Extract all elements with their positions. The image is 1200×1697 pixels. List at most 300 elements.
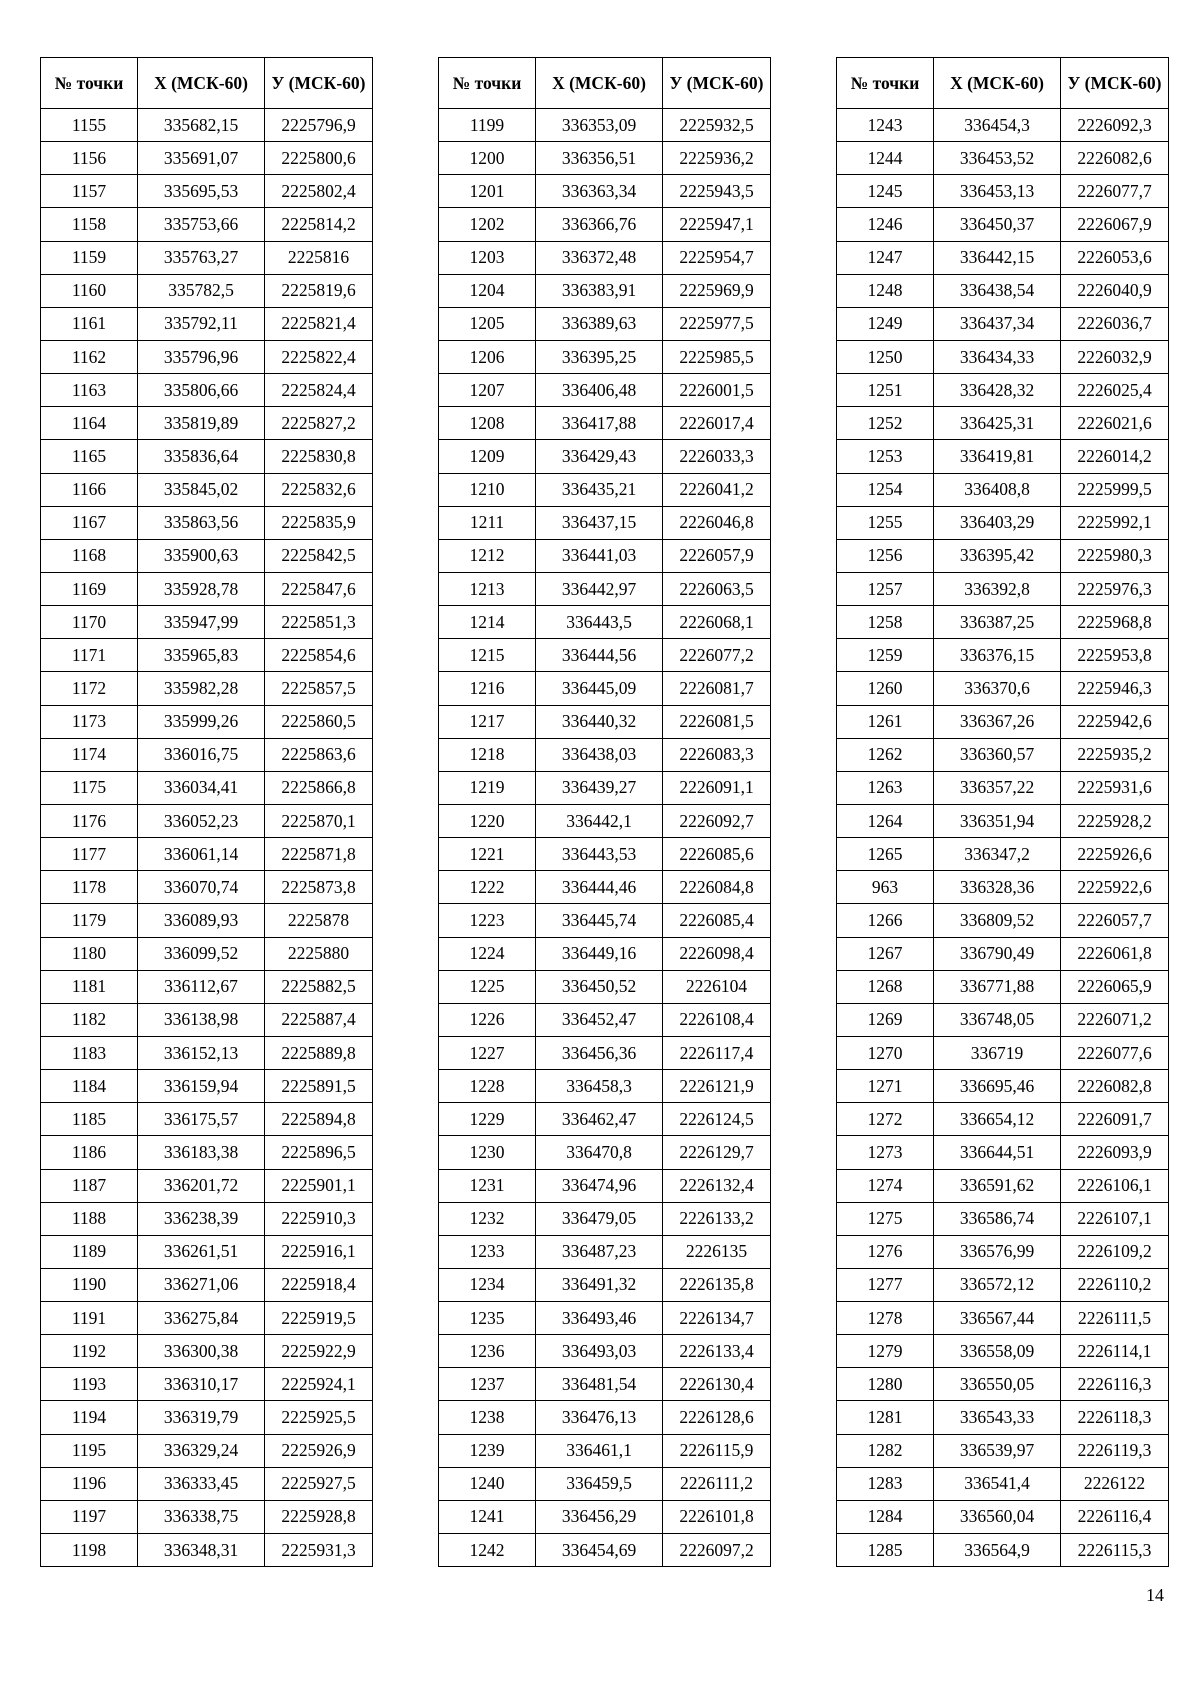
x-coordinate-cell: 336201,72 <box>138 1169 265 1202</box>
y-coordinate-cell: 2225819,6 <box>265 274 373 307</box>
x-coordinate-cell: 336389,63 <box>536 307 663 340</box>
point-number-cell: 1285 <box>837 1534 934 1567</box>
y-coordinate-cell: 2225880 <box>265 937 373 970</box>
point-number-cell: 1196 <box>41 1467 138 1500</box>
y-coordinate-cell: 2225968,8 <box>1061 606 1169 639</box>
point-number-cell: 1277 <box>837 1268 934 1301</box>
table-row <box>41 109 373 142</box>
x-coordinate-cell: 335792,11 <box>138 307 265 340</box>
x-coordinate-cell: 336539,97 <box>934 1434 1061 1467</box>
x-coordinate-cell: 336070,74 <box>138 871 265 904</box>
header-y: У (МСК-60) <box>1061 58 1169 109</box>
point-number-cell: 1225 <box>439 970 536 1003</box>
x-coordinate-cell: 335999,26 <box>138 705 265 738</box>
point-number-cell: 1246 <box>837 208 934 241</box>
y-coordinate-cell: 2225891,5 <box>265 1070 373 1103</box>
y-coordinate-cell: 2225936,2 <box>663 142 771 175</box>
x-coordinate-cell: 336052,23 <box>138 804 265 837</box>
table-row <box>439 871 771 904</box>
point-number-cell: 1251 <box>837 374 934 407</box>
x-coordinate-cell: 336367,26 <box>934 705 1061 738</box>
y-coordinate-cell: 2226135 <box>663 1235 771 1268</box>
table-row <box>837 1268 1169 1301</box>
point-number-cell: 1260 <box>837 672 934 705</box>
point-number-cell: 1160 <box>41 274 138 307</box>
y-coordinate-cell: 2225932,5 <box>663 109 771 142</box>
table-row <box>41 1368 373 1401</box>
y-coordinate-cell: 2226091,1 <box>663 771 771 804</box>
table-row <box>439 1335 771 1368</box>
x-coordinate-cell: 336434,33 <box>934 340 1061 373</box>
point-number-cell: 1159 <box>41 241 138 274</box>
point-number-cell: 1269 <box>837 1003 934 1036</box>
x-coordinate-cell: 336564,9 <box>934 1534 1061 1567</box>
y-coordinate-cell: 2225922,6 <box>1061 871 1169 904</box>
x-coordinate-cell: 336159,94 <box>138 1070 265 1103</box>
point-number-cell: 1163 <box>41 374 138 407</box>
y-coordinate-cell: 2226114,1 <box>1061 1335 1169 1368</box>
x-coordinate-cell: 336016,75 <box>138 738 265 771</box>
point-number-cell: 1184 <box>41 1070 138 1103</box>
table-row <box>41 1103 373 1136</box>
point-number-cell: 1177 <box>41 838 138 871</box>
y-coordinate-cell: 2225999,5 <box>1061 473 1169 506</box>
y-coordinate-cell: 2226117,4 <box>663 1036 771 1069</box>
x-coordinate-cell: 336435,21 <box>536 473 663 506</box>
y-coordinate-cell: 2226036,7 <box>1061 307 1169 340</box>
table-row <box>41 142 373 175</box>
point-number-cell: 1242 <box>439 1534 536 1567</box>
x-coordinate-cell: 336456,36 <box>536 1036 663 1069</box>
x-coordinate-cell: 336437,34 <box>934 307 1061 340</box>
y-coordinate-cell: 2225835,9 <box>265 506 373 539</box>
table-row <box>439 1136 771 1169</box>
table-row <box>439 307 771 340</box>
y-coordinate-cell: 2226129,7 <box>663 1136 771 1169</box>
y-coordinate-cell: 2225947,1 <box>663 208 771 241</box>
point-number-cell: 1172 <box>41 672 138 705</box>
x-coordinate-cell: 336328,36 <box>934 871 1061 904</box>
y-coordinate-cell: 2225916,1 <box>265 1235 373 1268</box>
point-number-cell: 1175 <box>41 771 138 804</box>
x-coordinate-cell: 336458,3 <box>536 1070 663 1103</box>
point-number-cell: 1239 <box>439 1434 536 1467</box>
table-row <box>41 1036 373 1069</box>
table-row <box>41 374 373 407</box>
y-coordinate-cell: 2226130,4 <box>663 1368 771 1401</box>
point-number-cell: 1273 <box>837 1136 934 1169</box>
table-row <box>837 1401 1169 1434</box>
point-number-cell: 1193 <box>41 1368 138 1401</box>
y-coordinate-cell: 2226057,9 <box>663 539 771 572</box>
table-row <box>837 639 1169 672</box>
x-coordinate-cell: 336644,51 <box>934 1136 1061 1169</box>
table-row <box>41 1235 373 1268</box>
table-row <box>439 804 771 837</box>
table-row <box>837 1202 1169 1235</box>
table-row <box>837 1070 1169 1103</box>
table-row <box>41 1467 373 1500</box>
y-coordinate-cell: 2226032,9 <box>1061 340 1169 373</box>
y-coordinate-cell: 2226097,2 <box>663 1534 771 1567</box>
point-number-cell: 1241 <box>439 1500 536 1533</box>
y-coordinate-cell: 2225942,6 <box>1061 705 1169 738</box>
table-row <box>439 1302 771 1335</box>
table-row <box>439 1401 771 1434</box>
table-row <box>439 1268 771 1301</box>
table-row <box>41 307 373 340</box>
x-coordinate-cell: 336470,8 <box>536 1136 663 1169</box>
table-row <box>439 208 771 241</box>
table-row <box>439 1368 771 1401</box>
x-coordinate-cell: 336695,46 <box>934 1070 1061 1103</box>
page-number: 14 <box>1146 1585 1164 1605</box>
table-row <box>41 705 373 738</box>
y-coordinate-cell: 2226134,7 <box>663 1302 771 1335</box>
y-coordinate-cell: 2226109,2 <box>1061 1235 1169 1268</box>
y-coordinate-cell: 2225954,7 <box>663 241 771 274</box>
point-number-cell: 1276 <box>837 1235 934 1268</box>
table-row <box>41 771 373 804</box>
x-coordinate-cell: 335982,28 <box>138 672 265 705</box>
x-coordinate-cell: 336408,8 <box>934 473 1061 506</box>
y-coordinate-cell: 2225842,5 <box>265 539 373 572</box>
point-number-cell: 1186 <box>41 1136 138 1169</box>
x-coordinate-cell: 336089,93 <box>138 904 265 937</box>
point-number-cell: 1219 <box>439 771 536 804</box>
x-coordinate-cell: 336459,5 <box>536 1467 663 1500</box>
y-coordinate-cell: 2225926,9 <box>265 1434 373 1467</box>
y-coordinate-cell: 2226067,9 <box>1061 208 1169 241</box>
point-number-cell: 1223 <box>439 904 536 937</box>
point-number-cell: 1195 <box>41 1434 138 1467</box>
x-coordinate-cell: 335900,63 <box>138 539 265 572</box>
y-coordinate-cell: 2226124,5 <box>663 1103 771 1136</box>
x-coordinate-cell: 336441,03 <box>536 539 663 572</box>
point-number-cell: 1185 <box>41 1103 138 1136</box>
point-number-cell: 1226 <box>439 1003 536 1036</box>
table-row <box>41 1302 373 1335</box>
table-row <box>41 871 373 904</box>
table-row <box>439 1202 771 1235</box>
table-row <box>41 606 373 639</box>
table-row <box>837 109 1169 142</box>
x-coordinate-cell: 336425,31 <box>934 407 1061 440</box>
point-number-cell: 1259 <box>837 639 934 672</box>
x-coordinate-cell: 336261,51 <box>138 1235 265 1268</box>
point-number-cell: 1220 <box>439 804 536 837</box>
table-row <box>41 1136 373 1169</box>
table-row <box>837 241 1169 274</box>
table-row <box>837 208 1169 241</box>
x-coordinate-cell: 336360,57 <box>934 738 1061 771</box>
x-coordinate-cell: 336061,14 <box>138 838 265 871</box>
table-row <box>41 738 373 771</box>
x-coordinate-cell: 336481,54 <box>536 1368 663 1401</box>
point-number-cell: 1194 <box>41 1401 138 1434</box>
x-coordinate-cell: 336429,43 <box>536 440 663 473</box>
table-row <box>41 1500 373 1533</box>
table-row <box>439 738 771 771</box>
point-number-cell: 1253 <box>837 440 934 473</box>
point-number-cell: 1180 <box>41 937 138 970</box>
x-coordinate-cell: 336474,96 <box>536 1169 663 1202</box>
x-coordinate-cell: 335836,64 <box>138 440 265 473</box>
coordinates-table-2 <box>438 57 771 1567</box>
y-coordinate-cell: 2226041,2 <box>663 473 771 506</box>
point-number-cell: 1231 <box>439 1169 536 1202</box>
table-row <box>41 274 373 307</box>
x-coordinate-cell: 336444,46 <box>536 871 663 904</box>
y-coordinate-cell: 2226077,7 <box>1061 175 1169 208</box>
point-number-cell: 1173 <box>41 705 138 738</box>
table-row <box>439 970 771 1003</box>
point-number-cell: 1278 <box>837 1302 934 1335</box>
y-coordinate-cell: 2225860,5 <box>265 705 373 738</box>
table-row <box>41 473 373 506</box>
y-coordinate-cell: 2226021,6 <box>1061 407 1169 440</box>
x-coordinate-cell: 336456,29 <box>536 1500 663 1533</box>
point-number-cell: 1254 <box>837 473 934 506</box>
x-coordinate-cell: 336654,12 <box>934 1103 1061 1136</box>
table-row <box>439 109 771 142</box>
x-coordinate-cell: 336372,48 <box>536 241 663 274</box>
y-coordinate-cell: 2226092,7 <box>663 804 771 837</box>
y-coordinate-cell: 2225802,4 <box>265 175 373 208</box>
table-row <box>837 838 1169 871</box>
table-row <box>837 440 1169 473</box>
point-number-cell: 1261 <box>837 705 934 738</box>
table-row <box>439 374 771 407</box>
y-coordinate-cell: 2226081,5 <box>663 705 771 738</box>
y-coordinate-cell: 2226128,6 <box>663 1401 771 1434</box>
y-coordinate-cell: 2225977,5 <box>663 307 771 340</box>
x-coordinate-cell: 336387,25 <box>934 606 1061 639</box>
point-number-cell: 1284 <box>837 1500 934 1533</box>
x-coordinate-cell: 335782,5 <box>138 274 265 307</box>
y-coordinate-cell: 2225946,3 <box>1061 672 1169 705</box>
x-coordinate-cell: 336576,99 <box>934 1235 1061 1268</box>
point-number-cell: 1282 <box>837 1434 934 1467</box>
point-number-cell: 1257 <box>837 572 934 605</box>
table-row <box>837 1534 1169 1567</box>
x-coordinate-cell: 335682,15 <box>138 109 265 142</box>
x-coordinate-cell: 336152,13 <box>138 1036 265 1069</box>
x-coordinate-cell: 336357,22 <box>934 771 1061 804</box>
table-row <box>41 838 373 871</box>
point-number-cell: 1168 <box>41 539 138 572</box>
point-number-cell: 1178 <box>41 871 138 904</box>
coordinates-table-3 <box>836 57 1169 1567</box>
point-number-cell: 1156 <box>41 142 138 175</box>
point-number-cell: 1198 <box>41 1534 138 1567</box>
table-row <box>439 1434 771 1467</box>
x-coordinate-cell: 336329,24 <box>138 1434 265 1467</box>
table-row <box>837 1169 1169 1202</box>
x-coordinate-cell: 336392,8 <box>934 572 1061 605</box>
point-number-cell: 1234 <box>439 1268 536 1301</box>
y-coordinate-cell: 2225931,6 <box>1061 771 1169 804</box>
table-row <box>439 473 771 506</box>
y-coordinate-cell: 2225927,5 <box>265 1467 373 1500</box>
y-coordinate-cell: 2226033,3 <box>663 440 771 473</box>
y-coordinate-cell: 2226063,5 <box>663 572 771 605</box>
x-coordinate-cell: 336445,74 <box>536 904 663 937</box>
x-coordinate-cell: 336452,47 <box>536 1003 663 1036</box>
x-coordinate-cell: 336363,34 <box>536 175 663 208</box>
point-number-cell: 1164 <box>41 407 138 440</box>
x-coordinate-cell: 335695,53 <box>138 175 265 208</box>
x-coordinate-cell: 336439,27 <box>536 771 663 804</box>
y-coordinate-cell: 2226133,4 <box>663 1335 771 1368</box>
x-coordinate-cell: 336454,69 <box>536 1534 663 1567</box>
point-number-cell: 1249 <box>837 307 934 340</box>
y-coordinate-cell: 2225832,6 <box>265 473 373 506</box>
x-coordinate-cell: 336356,51 <box>536 142 663 175</box>
header-y: У (МСК-60) <box>265 58 373 109</box>
x-coordinate-cell: 336443,5 <box>536 606 663 639</box>
x-coordinate-cell: 335806,66 <box>138 374 265 407</box>
table-row <box>837 738 1169 771</box>
table-row <box>439 1534 771 1567</box>
y-coordinate-cell: 2226133,2 <box>663 1202 771 1235</box>
point-number-cell: 1203 <box>439 241 536 274</box>
x-coordinate-cell: 336572,12 <box>934 1268 1061 1301</box>
x-coordinate-cell: 336450,37 <box>934 208 1061 241</box>
point-number-cell: 1275 <box>837 1202 934 1235</box>
y-coordinate-cell: 2225901,1 <box>265 1169 373 1202</box>
y-coordinate-cell: 2226111,5 <box>1061 1302 1169 1335</box>
y-coordinate-cell: 2225928,2 <box>1061 804 1169 837</box>
x-coordinate-cell: 336450,52 <box>536 970 663 1003</box>
x-coordinate-cell: 336366,76 <box>536 208 663 241</box>
point-number-cell: 1155 <box>41 109 138 142</box>
table-row <box>439 142 771 175</box>
y-coordinate-cell: 2226111,2 <box>663 1467 771 1500</box>
point-number-cell: 1179 <box>41 904 138 937</box>
y-coordinate-cell: 2226025,4 <box>1061 374 1169 407</box>
point-number-cell: 1200 <box>439 142 536 175</box>
point-number-cell: 1190 <box>41 1268 138 1301</box>
point-number-cell: 1267 <box>837 937 934 970</box>
table-row <box>439 1235 771 1268</box>
y-coordinate-cell: 2225910,3 <box>265 1202 373 1235</box>
table-row <box>439 838 771 871</box>
point-number-cell: 1265 <box>837 838 934 871</box>
point-number-cell: 1191 <box>41 1302 138 1335</box>
table-header-row <box>837 58 1169 109</box>
table-row <box>439 1500 771 1533</box>
y-coordinate-cell: 2226108,4 <box>663 1003 771 1036</box>
table-row <box>439 1467 771 1500</box>
x-coordinate-cell: 336395,42 <box>934 539 1061 572</box>
y-coordinate-cell: 2225863,6 <box>265 738 373 771</box>
x-coordinate-cell: 336491,32 <box>536 1268 663 1301</box>
x-coordinate-cell: 336560,04 <box>934 1500 1061 1533</box>
x-coordinate-cell: 336453,13 <box>934 175 1061 208</box>
table-row <box>439 506 771 539</box>
table-row <box>439 771 771 804</box>
table-row <box>837 539 1169 572</box>
y-coordinate-cell: 2226118,3 <box>1061 1401 1169 1434</box>
point-number-cell: 1270 <box>837 1036 934 1069</box>
y-coordinate-cell: 2225878 <box>265 904 373 937</box>
table-row <box>837 307 1169 340</box>
y-coordinate-cell: 2225821,4 <box>265 307 373 340</box>
y-coordinate-cell: 2225873,8 <box>265 871 373 904</box>
y-coordinate-cell: 2226107,1 <box>1061 1202 1169 1235</box>
table-row <box>41 970 373 1003</box>
point-number-cell: 1213 <box>439 572 536 605</box>
x-coordinate-cell: 336558,09 <box>934 1335 1061 1368</box>
table-row <box>41 572 373 605</box>
x-coordinate-cell: 336453,52 <box>934 142 1061 175</box>
table-row <box>41 241 373 274</box>
y-coordinate-cell: 2226119,3 <box>1061 1434 1169 1467</box>
table-row <box>837 1003 1169 1036</box>
point-number-cell: 1271 <box>837 1070 934 1103</box>
x-coordinate-cell: 336771,88 <box>934 970 1061 1003</box>
table-row <box>41 440 373 473</box>
table-row <box>837 804 1169 837</box>
x-coordinate-cell: 336406,48 <box>536 374 663 407</box>
point-number-cell: 1281 <box>837 1401 934 1434</box>
point-number-cell: 1218 <box>439 738 536 771</box>
header-point-number: № точки <box>439 58 536 109</box>
point-number-cell: 1245 <box>837 175 934 208</box>
table-row <box>837 937 1169 970</box>
table-row <box>439 672 771 705</box>
x-coordinate-cell: 335947,99 <box>138 606 265 639</box>
y-coordinate-cell: 2226068,1 <box>663 606 771 639</box>
point-number-cell: 1229 <box>439 1103 536 1136</box>
table-row <box>41 672 373 705</box>
table-row <box>439 639 771 672</box>
y-coordinate-cell: 2225976,3 <box>1061 572 1169 605</box>
point-number-cell: 1258 <box>837 606 934 639</box>
x-coordinate-cell: 336099,52 <box>138 937 265 970</box>
x-coordinate-cell: 336442,15 <box>934 241 1061 274</box>
table-row <box>439 539 771 572</box>
x-coordinate-cell: 336319,79 <box>138 1401 265 1434</box>
x-coordinate-cell: 336395,25 <box>536 340 663 373</box>
y-coordinate-cell: 2226085,6 <box>663 838 771 871</box>
y-coordinate-cell: 2225919,5 <box>265 1302 373 1335</box>
y-coordinate-cell: 2225827,2 <box>265 407 373 440</box>
x-coordinate-cell: 336444,56 <box>536 639 663 672</box>
point-number-cell: 1217 <box>439 705 536 738</box>
x-coordinate-cell: 336333,45 <box>138 1467 265 1500</box>
y-coordinate-cell: 2226091,7 <box>1061 1103 1169 1136</box>
point-number-cell: 963 <box>837 871 934 904</box>
point-number-cell: 1236 <box>439 1335 536 1368</box>
table-row <box>41 1534 373 1567</box>
y-coordinate-cell: 2225969,9 <box>663 274 771 307</box>
x-coordinate-cell: 336275,84 <box>138 1302 265 1335</box>
table-row <box>837 970 1169 1003</box>
y-coordinate-cell: 2225980,3 <box>1061 539 1169 572</box>
x-coordinate-cell: 336353,09 <box>536 109 663 142</box>
point-number-cell: 1183 <box>41 1036 138 1069</box>
table-row <box>837 274 1169 307</box>
y-coordinate-cell: 2226093,9 <box>1061 1136 1169 1169</box>
x-coordinate-cell: 335965,83 <box>138 639 265 672</box>
table-row <box>837 407 1169 440</box>
table-row <box>41 1434 373 1467</box>
y-coordinate-cell: 2226040,9 <box>1061 274 1169 307</box>
point-number-cell: 1187 <box>41 1169 138 1202</box>
y-coordinate-cell: 2226082,6 <box>1061 142 1169 175</box>
